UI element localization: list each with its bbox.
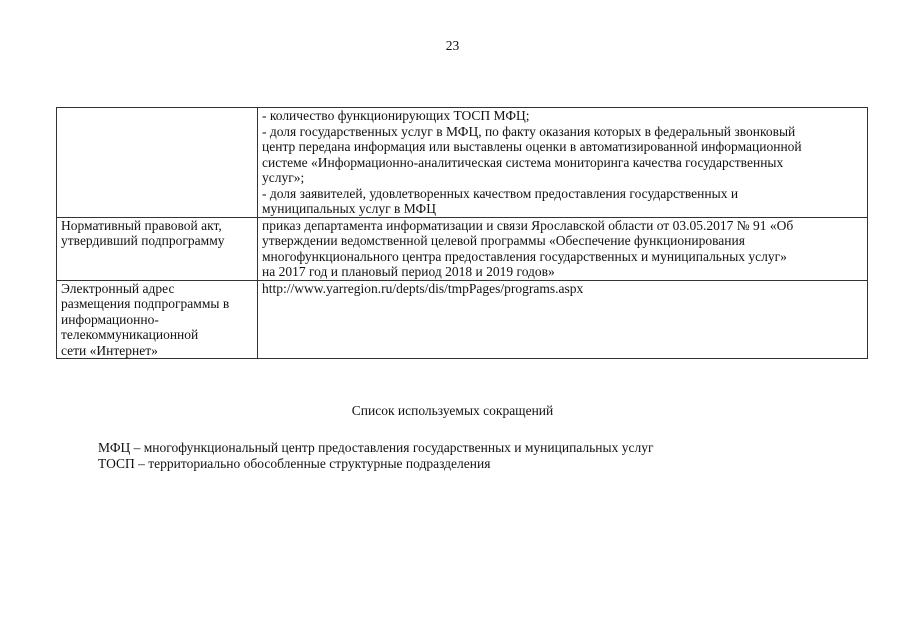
label-line: утвердивший подпрограмму <box>61 233 225 248</box>
abbreviation-item: МФЦ – многофункциональный центр предоставления государственных и муниципальных услуг <box>98 440 654 455</box>
row-label-cell <box>57 280 258 359</box>
table-row <box>57 217 868 280</box>
label-line: сети «Интернет» <box>61 342 158 358</box>
row-value-cell <box>258 108 868 218</box>
row-value-cell <box>258 217 868 280</box>
value-line: многофункционального центра предоставления государственных и муниципальных услуг» <box>262 248 787 264</box>
value-line: муниципальных услуг в МФЦ <box>262 201 436 216</box>
value-line: - количество функционирующих ТОСП МФЦ; <box>262 108 530 123</box>
label-line: Электронный адрес <box>61 280 175 296</box>
abbreviations-list <box>98 440 858 471</box>
value-line: на 2017 год и плановый период 2018 и 2019 годов» <box>262 264 555 279</box>
value-line: - доля заявителей, удовлетворенных качеством предоставления государственных и <box>262 185 739 201</box>
page-number: 23 <box>445 38 460 53</box>
url-link[interactable]: http://www.yarregion.ru/depts/dis/tmpPages/programs.aspx <box>262 280 584 296</box>
row-value-cell <box>258 280 868 359</box>
row-label-cell <box>57 217 258 280</box>
label-line: Нормативный правовой акт, <box>61 217 222 233</box>
value-line: системе «Информационно-аналитическая система мониторинга качества государственных <box>262 154 784 170</box>
value-line: услуг»; <box>262 170 305 185</box>
table-row <box>57 108 868 218</box>
label-line: телекоммуникационной <box>61 327 199 342</box>
value-line: - доля государственных услуг в МФЦ, по факту оказания которых в федеральный звонковый <box>262 123 796 139</box>
value-line: утверждении ведомственной целевой программы «Обеспечение функционирования <box>262 233 745 248</box>
value-line: приказ департамента информатизации и связи Ярославской области от 03.05.2017 № 91 «Об <box>262 217 794 233</box>
label-line: размещения подпрограммы в <box>61 296 230 311</box>
subprogram-passport-table <box>56 107 868 359</box>
value-line: центр передана информация или выставлены оценки в автоматизированной информационной <box>262 139 802 154</box>
row-label-cell <box>57 108 258 218</box>
table-row <box>57 280 868 359</box>
abbreviation-item: ТОСП – территориально обособленные структурные подразделения <box>98 455 491 471</box>
abbreviations-heading: Список используемых сокращений <box>351 403 554 418</box>
label-line: информационно- <box>61 311 159 327</box>
